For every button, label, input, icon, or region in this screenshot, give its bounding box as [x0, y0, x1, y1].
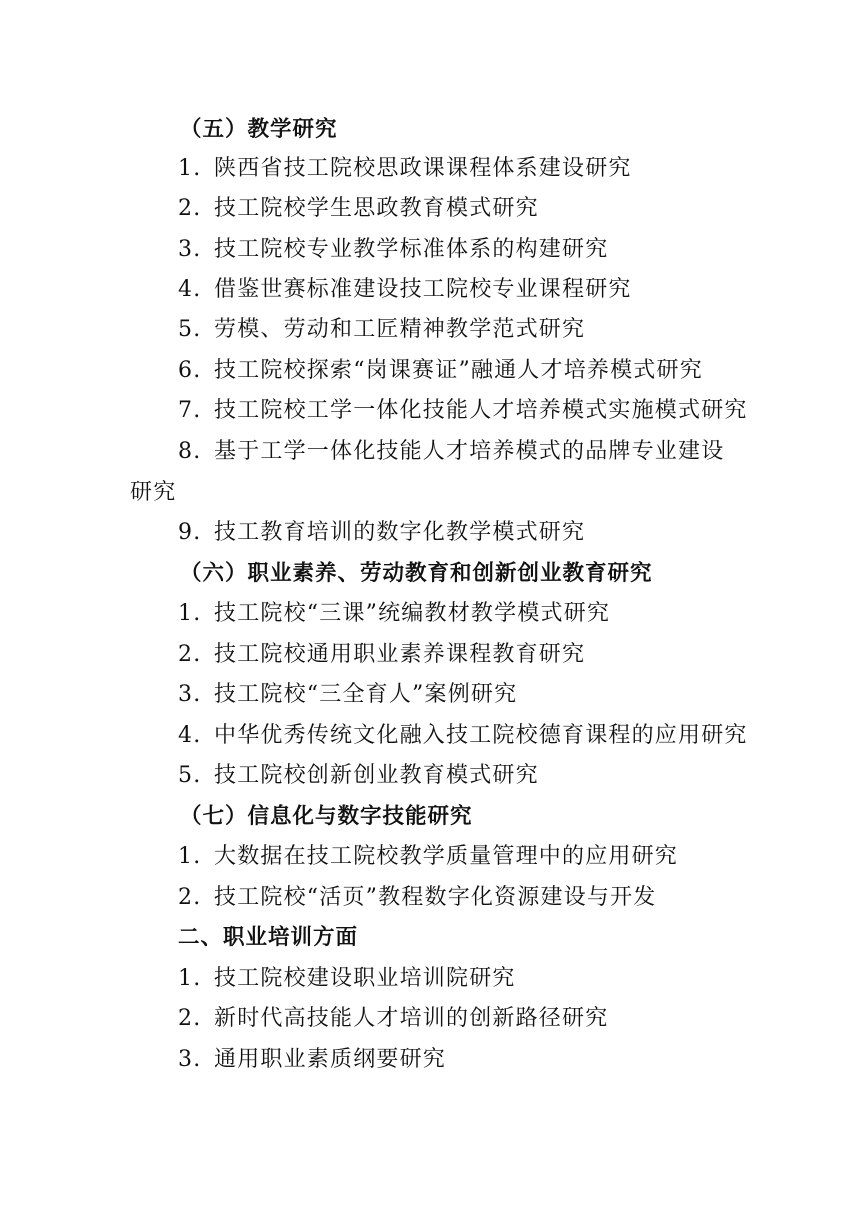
- list-item: [178, 437, 724, 467]
- list-item: [178, 680, 517, 710]
- list-item: [178, 518, 585, 548]
- item-text: 技工院校通用职业素养课程教育研究: [214, 642, 586, 667]
- item-number: 1.: [178, 601, 202, 626]
- item-text: 技工院校“活页”教程数字化资源建设与开发: [214, 885, 657, 910]
- item-text: 技工教育培训的数字化教学模式研究: [214, 520, 586, 545]
- list-item: [178, 356, 703, 386]
- item-number: 5.: [178, 763, 202, 788]
- item-text: 技工院校工学一体化技能人才培养模式实施模式研究: [214, 398, 748, 423]
- item-number: 3.: [178, 1047, 202, 1072]
- section-heading: （五）教学研究: [180, 117, 338, 142]
- item-text: 技工院校专业教学标准体系的构建研究: [214, 237, 609, 262]
- item-number: 7.: [178, 398, 202, 423]
- item-text: 通用职业素质纲要研究: [214, 1047, 447, 1072]
- item-number: 1.: [178, 844, 202, 869]
- list-item: [178, 883, 657, 913]
- item-text: 技工院校“三课”统编教材教学模式研究: [214, 601, 611, 626]
- item-text: 技工院校探索“岗课赛证”融通人才培养模式研究: [214, 358, 703, 383]
- section-heading: （六）职业素养、劳动教育和创新创业教育研究: [180, 561, 653, 586]
- item-text: 基于工学一体化技能人才培养模式的品牌专业建设: [214, 439, 725, 464]
- list-item: [178, 842, 678, 872]
- list-item: [178, 1004, 608, 1034]
- item-number: 3.: [178, 682, 202, 707]
- item-number: 2.: [178, 642, 202, 667]
- item-number: 4.: [178, 277, 202, 302]
- list-item: [178, 599, 610, 629]
- list-item: [178, 154, 632, 184]
- item-number: 4.: [178, 723, 202, 748]
- list-item: [178, 275, 632, 305]
- item-number: 8.: [178, 439, 202, 464]
- item-number: 2.: [178, 1006, 202, 1031]
- list-item: [178, 235, 608, 265]
- item-number: 9.: [178, 520, 202, 545]
- item-number: 5.: [178, 317, 202, 342]
- item-number: 1.: [178, 156, 202, 181]
- item-text: 技工院校学生思政教育模式研究: [214, 196, 539, 221]
- list-item: [178, 315, 585, 345]
- item-number: 2.: [178, 196, 202, 221]
- list-item: [178, 396, 748, 426]
- item-number: 6.: [178, 358, 202, 383]
- item-text: 新时代高技能人才培训的创新路径研究: [214, 1006, 609, 1031]
- item-text: 技工院校“三全育人”案例研究: [214, 682, 518, 707]
- item-text: 劳模、劳动和工匠精神教学范式研究: [214, 317, 586, 342]
- list-item: [178, 194, 539, 224]
- list-item: [178, 721, 748, 751]
- item-number: 3.: [178, 237, 202, 262]
- item-text: 技工院校创新创业教育模式研究: [214, 763, 539, 788]
- item-text: 借鉴世赛标准建设技工院校专业课程研究: [214, 277, 632, 302]
- item-continuation-text: 研究: [130, 480, 177, 505]
- item-text: 技工院校建设职业培训院研究: [214, 966, 516, 991]
- list-item: [178, 964, 516, 994]
- item-number: 2.: [178, 885, 202, 910]
- item-number: 1.: [178, 966, 202, 991]
- list-item: [178, 640, 585, 670]
- item-text: 陕西省技工院校思政课课程体系建设研究: [214, 156, 632, 181]
- list-item: [178, 1045, 446, 1075]
- section-heading: 二、职业培训方面: [178, 925, 359, 950]
- item-text: 中华优秀传统文化融入技工院校德育课程的应用研究: [214, 723, 748, 748]
- list-item: [178, 761, 539, 791]
- section-heading: （七）信息化与数字技能研究: [180, 804, 473, 829]
- item-text: 大数据在技工院校教学质量管理中的应用研究: [214, 844, 679, 869]
